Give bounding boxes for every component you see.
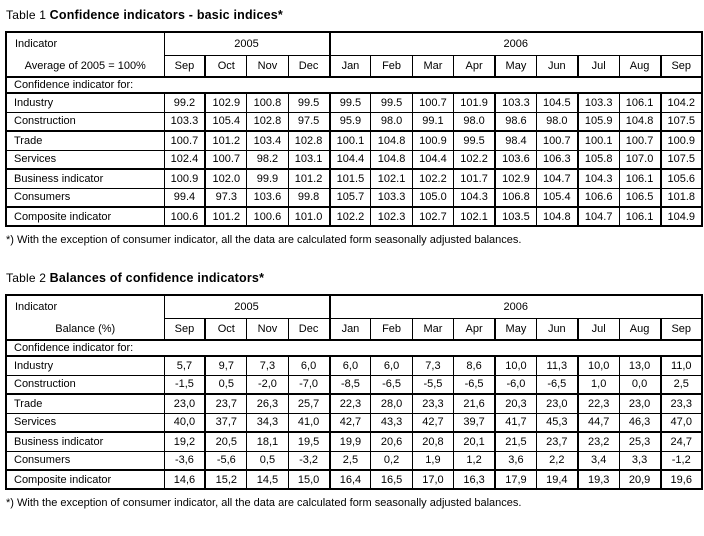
data-cell: 99.5 — [330, 93, 371, 112]
row-label: Services — [6, 150, 164, 169]
data-cell: 99.5 — [371, 93, 412, 112]
data-cell: -6,0 — [495, 375, 536, 394]
data-cell: 101.2 — [205, 131, 246, 150]
data-cell: 17,9 — [495, 470, 536, 489]
data-cell: 6,0 — [371, 356, 412, 375]
row-label: Business indicator — [6, 432, 164, 451]
data-cell: 98.0 — [371, 112, 412, 131]
data-cell: 102.3 — [371, 207, 412, 226]
data-cell: 100.9 — [661, 131, 703, 150]
data-cell: 1,9 — [412, 451, 453, 470]
month-header: Sep — [164, 56, 205, 77]
data-cell: 45,3 — [536, 413, 577, 432]
data-cell: 23,7 — [536, 432, 577, 451]
data-cell: 101.7 — [454, 169, 495, 188]
data-cell: 42,7 — [412, 413, 453, 432]
data-cell: 23,7 — [205, 394, 246, 413]
row-label: Consumers — [6, 451, 164, 470]
data-cell: 104.2 — [661, 93, 703, 112]
data-cell: 102.4 — [164, 150, 205, 169]
month-header: Nov — [247, 56, 288, 77]
data-cell: 3,3 — [619, 451, 660, 470]
month-header: Feb — [371, 56, 412, 77]
data-cell: -5,5 — [412, 375, 453, 394]
data-cell: 104.9 — [661, 207, 703, 226]
data-cell: 104.7 — [578, 207, 619, 226]
data-cell: -6,5 — [371, 375, 412, 394]
data-cell: 104.8 — [371, 150, 412, 169]
data-cell: 95.9 — [330, 112, 371, 131]
data-cell: 98.0 — [454, 112, 495, 131]
data-cell: 16,3 — [454, 470, 495, 489]
data-cell: 43,3 — [371, 413, 412, 432]
data-cell: 7,3 — [247, 356, 288, 375]
month-header: Apr — [454, 319, 495, 340]
data-cell: 20,3 — [495, 394, 536, 413]
data-cell: 14,6 — [164, 470, 205, 489]
month-header: Dec — [288, 319, 329, 340]
data-cell: 20,9 — [619, 470, 660, 489]
year-header-row — [6, 295, 702, 319]
spacer — [5, 246, 703, 269]
data-cell: 107.0 — [619, 150, 660, 169]
data-cell: 20,5 — [205, 432, 246, 451]
data-cell: 100.1 — [578, 131, 619, 150]
data-cell: 47,0 — [661, 413, 703, 432]
month-header: Feb — [371, 319, 412, 340]
data-cell: 13,0 — [619, 356, 660, 375]
data-cell: 6,0 — [288, 356, 329, 375]
data-cell: 2,5 — [330, 451, 371, 470]
table2 — [5, 294, 703, 490]
month-header: Sep — [661, 319, 703, 340]
data-cell: 23,0 — [164, 394, 205, 413]
data-cell: 39,7 — [454, 413, 495, 432]
data-cell: 19,6 — [661, 470, 703, 489]
year-2006-header: 2006 — [330, 295, 703, 319]
table2-title-prefix: Table 2 — [6, 271, 50, 285]
data-cell: 97.3 — [205, 188, 246, 207]
data-cell: 10,0 — [495, 356, 536, 375]
data-cell: 44,7 — [578, 413, 619, 432]
data-cell: 101.0 — [288, 207, 329, 226]
table1 — [5, 31, 703, 227]
month-header: May — [495, 319, 536, 340]
data-cell: 37,7 — [205, 413, 246, 432]
data-cell: 104.8 — [619, 112, 660, 131]
table-row — [6, 150, 702, 169]
data-cell: 98.0 — [536, 112, 577, 131]
data-cell: 99.2 — [164, 93, 205, 112]
data-cell: 104.8 — [371, 131, 412, 150]
data-cell: 40,0 — [164, 413, 205, 432]
data-cell: 100.9 — [412, 131, 453, 150]
data-cell: 107.5 — [661, 150, 703, 169]
table-row — [6, 451, 702, 470]
data-cell: 25,7 — [288, 394, 329, 413]
data-cell: 105.4 — [536, 188, 577, 207]
data-cell: 100.7 — [205, 150, 246, 169]
data-cell: 100.7 — [164, 131, 205, 150]
table-row — [6, 413, 702, 432]
data-cell: 100.1 — [330, 131, 371, 150]
data-cell: 11,0 — [661, 356, 703, 375]
table-row — [6, 207, 702, 226]
data-cell: -3,6 — [164, 451, 205, 470]
data-cell: 101.5 — [330, 169, 371, 188]
table2-title — [6, 271, 703, 285]
indicator-subtitle: Balance (%) — [55, 323, 116, 335]
data-cell: -5,6 — [205, 451, 246, 470]
data-cell: 98.2 — [247, 150, 288, 169]
data-cell: 105.7 — [330, 188, 371, 207]
indicator-header-cell — [6, 295, 164, 340]
data-cell: 0,5 — [247, 451, 288, 470]
data-cell: 103.5 — [495, 207, 536, 226]
data-cell: 106.8 — [495, 188, 536, 207]
data-cell: 19,5 — [288, 432, 329, 451]
data-cell: 22,3 — [330, 394, 371, 413]
data-cell: 1,2 — [454, 451, 495, 470]
data-cell: 9,7 — [205, 356, 246, 375]
row-label: Industry — [6, 93, 164, 112]
month-header: Jun — [536, 319, 577, 340]
data-cell: 104.3 — [454, 188, 495, 207]
data-cell: -7,0 — [288, 375, 329, 394]
section-label: Confidence indicator for: — [6, 77, 702, 93]
data-cell: 99.9 — [247, 169, 288, 188]
month-header: Dec — [288, 56, 329, 77]
row-label: Trade — [6, 131, 164, 150]
data-cell: 99.4 — [164, 188, 205, 207]
month-header: Oct — [205, 319, 246, 340]
data-cell: 104.5 — [536, 93, 577, 112]
data-cell: 101.9 — [454, 93, 495, 112]
data-cell: -6,5 — [536, 375, 577, 394]
data-cell: 99.5 — [288, 93, 329, 112]
data-cell: 99.1 — [412, 112, 453, 131]
data-cell: 99.5 — [454, 131, 495, 150]
data-cell: 8,6 — [454, 356, 495, 375]
section-label: Confidence indicator for: — [6, 340, 702, 356]
data-cell: 19,2 — [164, 432, 205, 451]
data-cell: 101.2 — [205, 207, 246, 226]
data-cell: 103.6 — [247, 188, 288, 207]
row-label: Composite indicator — [6, 207, 164, 226]
data-cell: 21,5 — [495, 432, 536, 451]
month-header: Oct — [205, 56, 246, 77]
data-cell: 102.9 — [205, 93, 246, 112]
data-cell: 105.8 — [578, 150, 619, 169]
data-cell: 104.8 — [536, 207, 577, 226]
data-cell: 105.0 — [412, 188, 453, 207]
data-cell: 7,3 — [412, 356, 453, 375]
data-cell: 21,6 — [454, 394, 495, 413]
row-label: Industry — [6, 356, 164, 375]
indicator-header-cell — [6, 32, 164, 77]
data-cell: -2,0 — [247, 375, 288, 394]
month-header: Nov — [247, 319, 288, 340]
data-cell: 42,7 — [330, 413, 371, 432]
month-header: Jan — [330, 319, 371, 340]
data-cell: 2,5 — [661, 375, 703, 394]
month-header: Jun — [536, 56, 577, 77]
data-cell: 103.3 — [371, 188, 412, 207]
data-cell: 20,1 — [454, 432, 495, 451]
data-cell: 19,3 — [578, 470, 619, 489]
data-cell: 23,3 — [661, 394, 703, 413]
data-cell: 0,5 — [205, 375, 246, 394]
table2-footnote: *) With the exception of consumer indicator, all the data are calculated form seasonally adjusted balances. — [6, 497, 522, 509]
data-cell: 98.4 — [495, 131, 536, 150]
data-cell: 19,9 — [330, 432, 371, 451]
data-cell: -8,5 — [330, 375, 371, 394]
month-header: Aug — [619, 319, 660, 340]
table-row — [6, 394, 702, 413]
year-header-row — [6, 32, 702, 56]
table-row — [6, 93, 702, 112]
data-cell: 101.8 — [661, 188, 703, 207]
row-label: Construction — [6, 112, 164, 131]
data-cell: 23,3 — [412, 394, 453, 413]
data-cell: 106.5 — [619, 188, 660, 207]
month-header: Apr — [454, 56, 495, 77]
table1-title-text: Confidence indicators - basic indices* — [49, 8, 283, 22]
data-cell: 102.2 — [454, 150, 495, 169]
table-row — [6, 169, 702, 188]
indicator-subtitle: Average of 2005 = 100% — [24, 60, 146, 72]
data-cell: 41,0 — [288, 413, 329, 432]
data-cell: 103.6 — [495, 150, 536, 169]
data-cell: 101.2 — [288, 169, 329, 188]
data-cell: 102.9 — [495, 169, 536, 188]
month-header: Jan — [330, 56, 371, 77]
data-cell: 103.3 — [164, 112, 205, 131]
table1-footnote: *) With the exception of consumer indicator, all the data are calculated form seasonally adjusted balances. — [6, 234, 522, 246]
data-cell: 106.1 — [619, 93, 660, 112]
data-cell: 19,4 — [536, 470, 577, 489]
data-cell: 22,3 — [578, 394, 619, 413]
data-cell: 104.4 — [412, 150, 453, 169]
data-cell: 24,7 — [661, 432, 703, 451]
table-row — [6, 131, 702, 150]
data-cell: 105.9 — [578, 112, 619, 131]
data-cell: 102.0 — [205, 169, 246, 188]
data-cell: 3,4 — [578, 451, 619, 470]
data-cell: 99.8 — [288, 188, 329, 207]
data-cell: -1,2 — [661, 451, 703, 470]
data-cell: 103.1 — [288, 150, 329, 169]
month-header: Mar — [412, 319, 453, 340]
data-cell: 25,3 — [619, 432, 660, 451]
table-row — [6, 432, 702, 451]
data-cell: 1,0 — [578, 375, 619, 394]
data-cell: 46,3 — [619, 413, 660, 432]
year-2005-header: 2005 — [164, 295, 330, 319]
data-cell: 102.1 — [454, 207, 495, 226]
row-label: Consumers — [6, 188, 164, 207]
data-cell: 103.3 — [578, 93, 619, 112]
data-cell: 105.6 — [661, 169, 703, 188]
data-cell: 3,6 — [495, 451, 536, 470]
data-cell: 100.6 — [247, 207, 288, 226]
data-cell: 28,0 — [371, 394, 412, 413]
data-cell: 23,0 — [536, 394, 577, 413]
table2-title-text: Balances of confidence indicators* — [49, 271, 265, 285]
year-2006-header: 2006 — [330, 32, 703, 56]
data-cell: 106.6 — [578, 188, 619, 207]
data-cell: 6,0 — [330, 356, 371, 375]
row-label: Business indicator — [6, 169, 164, 188]
data-cell: 23,0 — [619, 394, 660, 413]
month-header: May — [495, 56, 536, 77]
data-cell: 104.4 — [330, 150, 371, 169]
table-row — [6, 470, 702, 489]
data-cell: -3,2 — [288, 451, 329, 470]
row-label: Services — [6, 413, 164, 432]
data-cell: 100.9 — [164, 169, 205, 188]
data-cell: 105.4 — [205, 112, 246, 131]
data-cell: 106.1 — [619, 169, 660, 188]
data-cell: 26,3 — [247, 394, 288, 413]
data-cell: 100.8 — [247, 93, 288, 112]
data-cell: 102.2 — [412, 169, 453, 188]
data-cell: 103.4 — [247, 131, 288, 150]
data-cell: 97.5 — [288, 112, 329, 131]
month-header: Sep — [164, 319, 205, 340]
data-cell: 0,2 — [371, 451, 412, 470]
data-cell: 18,1 — [247, 432, 288, 451]
section-row — [6, 340, 702, 356]
month-header: Jul — [578, 319, 619, 340]
indicator-label: Indicator — [15, 38, 58, 50]
data-cell: 104.3 — [578, 169, 619, 188]
data-cell: 107.5 — [661, 112, 703, 131]
data-cell: 102.1 — [371, 169, 412, 188]
data-cell: 106.1 — [619, 207, 660, 226]
data-cell: 102.7 — [412, 207, 453, 226]
table1-title — [6, 8, 703, 22]
data-cell: 106.3 — [536, 150, 577, 169]
table-row — [6, 356, 702, 375]
data-cell: 11,3 — [536, 356, 577, 375]
data-cell: 103.3 — [495, 93, 536, 112]
month-header: Jul — [578, 56, 619, 77]
data-cell: 20,6 — [371, 432, 412, 451]
month-header: Aug — [619, 56, 660, 77]
data-cell: 15,2 — [205, 470, 246, 489]
data-cell: 15,0 — [288, 470, 329, 489]
data-cell: 34,3 — [247, 413, 288, 432]
table1-title-prefix: Table 1 — [6, 8, 50, 22]
data-cell: 100.7 — [536, 131, 577, 150]
data-cell: 102.8 — [247, 112, 288, 131]
data-cell: 102.2 — [330, 207, 371, 226]
table-row — [6, 112, 702, 131]
data-cell: 16,5 — [371, 470, 412, 489]
data-cell: 17,0 — [412, 470, 453, 489]
row-label: Construction — [6, 375, 164, 394]
data-cell: -1,5 — [164, 375, 205, 394]
data-cell: 14,5 — [247, 470, 288, 489]
data-cell: 100.7 — [619, 131, 660, 150]
row-label: Composite indicator — [6, 470, 164, 489]
data-cell: 5,7 — [164, 356, 205, 375]
indicator-label: Indicator — [15, 301, 58, 313]
data-cell: 98.6 — [495, 112, 536, 131]
data-cell: 10,0 — [578, 356, 619, 375]
data-cell: 23,2 — [578, 432, 619, 451]
data-cell: 100.6 — [164, 207, 205, 226]
month-header: Mar — [412, 56, 453, 77]
data-cell: 0,0 — [619, 375, 660, 394]
table-row — [6, 188, 702, 207]
data-cell: 2,2 — [536, 451, 577, 470]
data-cell: 20,8 — [412, 432, 453, 451]
month-header: Sep — [661, 56, 703, 77]
data-cell: 100.7 — [412, 93, 453, 112]
data-cell: -6,5 — [454, 375, 495, 394]
data-cell: 16,4 — [330, 470, 371, 489]
section-row — [6, 77, 702, 93]
data-cell: 104.7 — [536, 169, 577, 188]
data-cell: 41,7 — [495, 413, 536, 432]
data-cell: 102.8 — [288, 131, 329, 150]
row-label: Trade — [6, 394, 164, 413]
year-2005-header: 2005 — [164, 32, 330, 56]
table-row — [6, 375, 702, 394]
